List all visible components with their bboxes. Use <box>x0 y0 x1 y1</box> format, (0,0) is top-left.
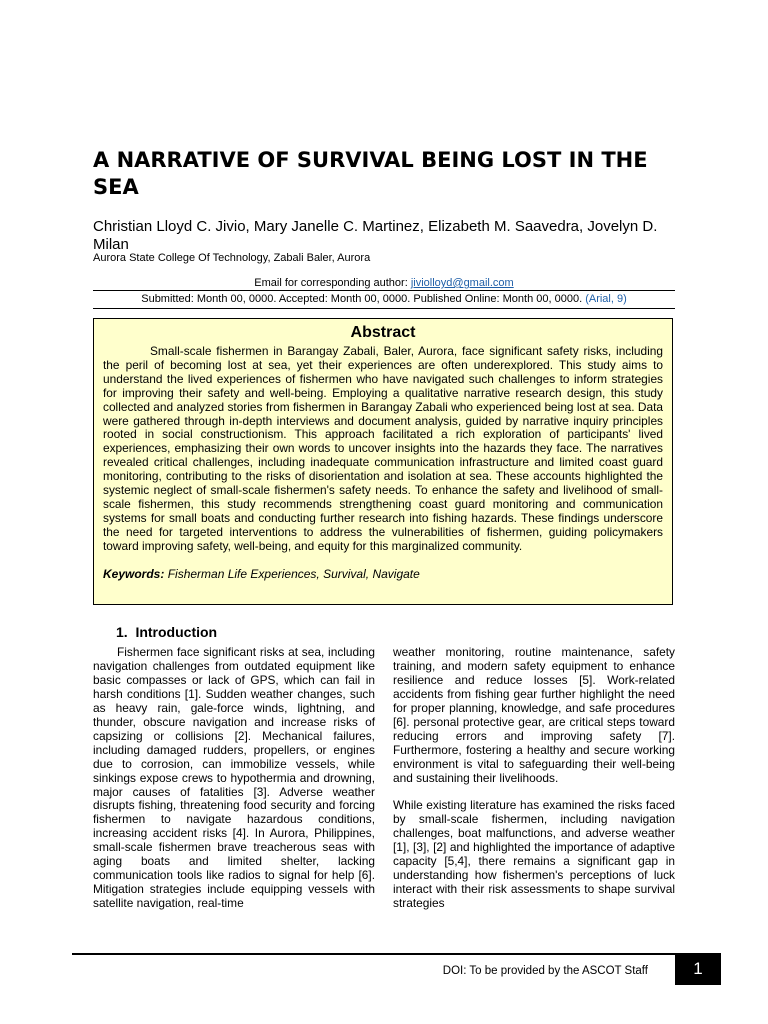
font-note: (Arial, 9) <box>585 293 627 305</box>
keywords-text: Fisherman Life Experiences, Survival, Navigate <box>164 566 420 581</box>
footer-rule <box>72 953 721 955</box>
footer-doi: DOI: To be provided by the ASCOT Staff <box>442 965 648 977</box>
paper-title: A NARRATIVE OF SURVIVAL BEING LOST IN THE SEA <box>93 148 648 199</box>
intro-paragraph-2: weather monitoring, routine maintenance, safety training, and modern safety equipment to enhance resilience and reduce losses [5]. Work-related accidents from fishing gear further highlight the need for proper planning, knowledge, and safe procedures [6]. personal protective gear, are critical steps toward reducing errors and improving safety [7]. Furthermore, fostering a healthy and secure working environment is vital to safeguarding their well-being and sustaining their livelihoods. <box>393 645 675 785</box>
intro-paragraph-1: Fishermen face significant risks at sea, including navigation challenges from outdated equipment like basic compasses or lack of GPS, which can fail in harsh conditions [1]. Sudden weather changes, such as heavy rain, gale-force winds, lightning, and thunder, obscure navigation and increase risks of capsizing or collisions [2]. Mechanical failures, including damaged rudders, propellers, or engines due to corrosion, can immobilize vessels, while sinkings expose crews to hypothermia and drowning, major causes of fatalities [3]. Adverse weather disrupts fishing, threatening food security and forcing fishermen to navigate hazardous conditions, increasing accident risks [4]. In Aurora, Philippines, small-scale fishermen brave treacherous seas with aging boats and limited shelter, lacking communication tools like radios to signal for help [6]. Mitigation strategies include equipping vessels with satellite navigation, real-time <box>93 645 375 911</box>
abstract-box <box>93 318 673 605</box>
page-number: 1 <box>675 953 721 985</box>
keywords-line <box>103 567 663 581</box>
email-link[interactable]: jiviolloyd@gmail.com <box>410 277 514 289</box>
email-label: Email for corresponding author: <box>254 277 411 289</box>
corresponding-email-line <box>93 277 675 290</box>
submission-text: Submitted: Month 00, 0000. Accepted: Month 00, 0000. Published Online: Month 00, 0000. <box>141 293 586 305</box>
left-column <box>93 646 375 911</box>
abstract-body: Small-scale fishermen in Barangay Zabali, Baler, Aurora, face significant safety risks, including the peril of becoming lost at sea, yet their experiences are often underexplored. This study aims to understand the lived experiences of fishermen who have navigated such challenges to inform strategies for improving their safety and well-being. Employing a qualitative narrative research design, this study collected and analyzed stories from fishermen in Barangay Zabali who experienced being lost at sea. Data were gathered through in-depth interviews and document analysis, guided by narrative inquiry principles rooted in social constructionism. This approach facilitated a rich exploration of participants' lived experiences, emphasizing their own words to uncover insights into the hazards they face. The narratives revealed critical challenges, including inadequate communication infrastructure and limited coast guard monitoring, contributing to the risks of disorientation and isolation at sea. These accounts highlighted the systemic neglect of small-scale fishermen's safety needs. To enhance the safety and livelihood of small-scale fishermen, this study recommends strengthening coast guard monitoring and communication systems for small boats and conducting further research into fishing hazards. These findings underscore the need for targeted interventions to address the vulnerabilities of fishermen, guiding policymakers toward improving safety, well-being, and equity for this marginalized community. <box>103 344 663 553</box>
keywords-label: Keywords: <box>103 566 165 581</box>
author-list: Christian Lloyd C. Jivio, Mary Janelle C. Martinez, Elizabeth M. Saavedra, Jovelyn D. Milan <box>93 218 658 253</box>
intro-paragraph-3: While existing literature has examined the risks faced by small-scale fishermen, including navigation challenges, boat malfunctions, and adverse weather [1], [3], [2] and highlighted the importance of adaptive capacity [5,4], there remains a significant gap in understanding how fishermen's perceptions of luck interact with their risk assessments to shape survival strategies <box>393 798 675 911</box>
abstract-heading: Abstract <box>350 324 416 341</box>
affiliation: Aurora State College Of Technology, Zabali Baler, Aurora <box>93 252 371 264</box>
submission-dates <box>93 290 675 309</box>
introduction-heading: 1. Introduction <box>116 624 218 640</box>
right-column <box>393 646 675 911</box>
